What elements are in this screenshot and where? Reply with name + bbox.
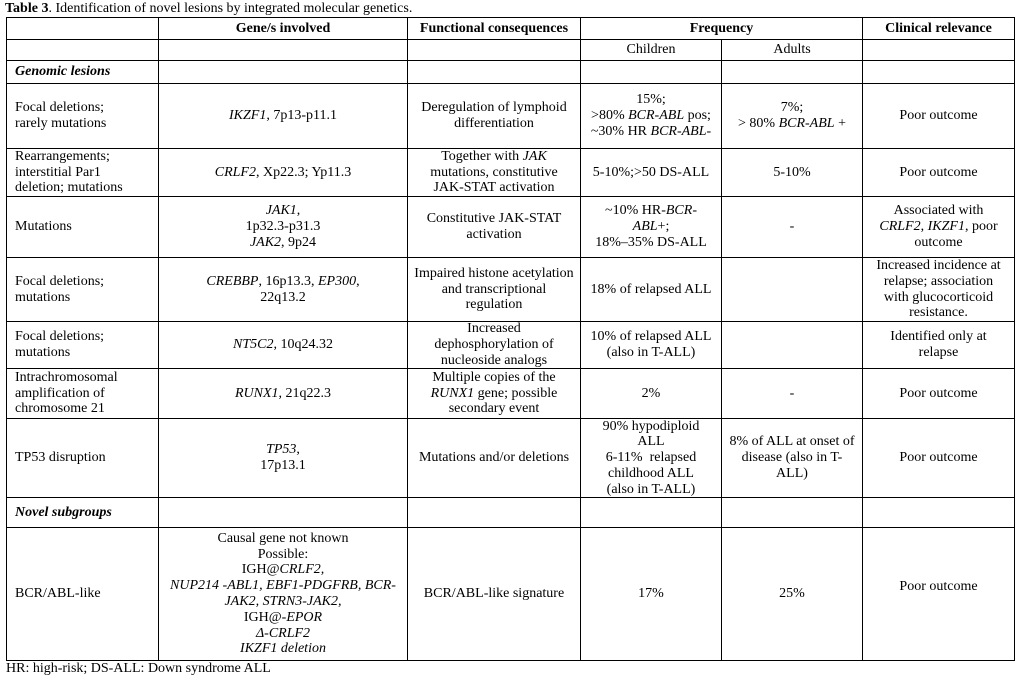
cell-line [215,165,352,181]
functional-cell [408,528,581,661]
text-segment: , [920,219,928,235]
cell-line [206,274,359,290]
text-segment: >80% [591,108,629,124]
lesion-cell [7,84,159,149]
adults-frequency-cell [722,528,863,661]
cell-line: 10% of relapsed ALL [590,329,712,345]
subheader-children-label: Children [626,42,676,58]
cell-line [591,124,711,140]
cell-line: Poor outcome [899,164,978,180]
text-segment: + [834,116,846,131]
children-frequency-cell [581,528,722,661]
cell-line [266,442,300,458]
cell-line: (also in T-ALL) [606,345,696,360]
empty-cell [581,61,722,84]
text-segment: , [296,203,301,219]
italic-text: CRLF2 [879,219,921,235]
lesion-cell [7,369,159,419]
cell-line [266,203,301,219]
cell-line [591,108,711,124]
lesion-cell [7,322,159,369]
clinical-cell [863,419,1015,498]
cell-line: Constitutive JAK-STAT [426,211,562,227]
cell-line: secondary event [448,401,540,417]
text-segment: Together with [441,148,523,164]
section-label: Novel subgroups [15,504,112,520]
header-genes-label: Gene/s involved [235,20,331,36]
header-genes [159,18,408,40]
empty-cell [408,498,581,528]
text-segment: IGH@- [243,609,287,625]
italic-text: CRLF2 [214,164,256,180]
italic-text: JAK1 [265,203,297,219]
section-cell [7,61,159,84]
cell-line: resistance. [909,305,968,321]
cell-line: Multiple copies of the [432,369,556,385]
section-label: Genomic lesions [15,64,111,80]
italic-text: EPOR [286,609,323,625]
text-segment: ~10% HR- [605,203,666,219]
cell-line: interstitial Par1 [15,164,101,180]
clinical-cell [863,258,1015,322]
text-segment: +; [657,219,670,235]
genes-cell [159,149,408,197]
subheader-adults-label: Adults [773,42,811,58]
italic-text: CRLF2, [279,562,325,578]
cell-line: 17% [638,586,664,602]
text-segment: , 9p24 [281,234,317,250]
cell-line: 6-11% relapsed [605,450,697,466]
cell-line: Poor outcome [899,385,978,401]
genes-cell [159,322,408,369]
clinical-cell [863,369,1015,419]
text-segment: IGH@ [241,562,280,578]
cell-line: Mutations and/or deletions [418,450,570,466]
cell-line [605,203,697,219]
header-frequency [581,18,863,40]
italic-text: JAK [522,148,547,164]
cell-line: JAK-STAT activation [433,180,555,196]
italic-text: RUNX1 [430,385,475,401]
italic-text: BCR-ABL [628,108,685,124]
italic-text: IKZF1 [229,108,267,124]
cell-line: mutations [15,345,71,360]
cell-line: Focal deletions; [15,329,105,345]
cell-line: Intrachromosomal [15,369,118,385]
cell-line: relapse [918,345,959,360]
cell-line: TP53 disruption [15,450,106,466]
cell-line: BCR/ABL-like signature [423,586,565,602]
text-segment: , [356,273,360,289]
cell-line: Causal gene not known [217,530,349,546]
genes-cell [159,528,408,661]
adults-frequency-cell [722,197,863,258]
genes-cell [159,369,408,419]
italic-text: Δ-CRLF2 [255,625,311,641]
cell-line [224,594,341,610]
cell-line: (also in T-ALL) [606,481,696,497]
cell-line [256,626,310,642]
italic-text: BCR- [665,203,697,219]
cell-line: mutations [15,289,71,305]
cell-line: ALL) [776,465,808,481]
cell-line: 7%; [780,100,804,116]
children-frequency-cell [581,369,722,419]
lesion-cell [7,258,159,322]
clinical-cell [863,528,1015,661]
italic-text: JAK2 [249,234,282,250]
cell-line: chromosome 21 [15,401,105,417]
cell-line: 25% [779,586,805,602]
cell-line: amplification of [15,385,105,401]
cell-line: Focal deletions; [15,100,105,116]
functional-cell [408,419,581,498]
clinical-cell [863,197,1015,258]
genes-cell [159,419,408,498]
header-clinical [863,18,1015,40]
cell-line: Rearrangements; [15,148,110,164]
italic-text: NUP214 -ABL1, EBF1-PDGFRB, BCR- [170,578,396,594]
section-cell [7,498,159,528]
cell-line [879,219,997,235]
clinical-cell [863,149,1015,197]
empty-cell [159,61,408,84]
table-footnote: HR: high-risk; DS-ALL: Down syndrome ALL [6,661,271,676]
cell-line: dephosphorylation of [434,337,554,353]
cell-line: 17p13.1 [260,458,306,473]
cell-line: 22q13.2 [260,289,306,305]
cell-line [170,578,396,594]
empty-cell [863,61,1015,84]
children-frequency-cell [581,322,722,369]
lesion-cell [7,419,159,498]
italic-text: BCR-ABL [778,116,835,131]
cell-line: differentiation [454,116,534,131]
cell-line: Poor outcome [899,579,978,595]
caption-text: . Identification of novel lesions by integrated molecular genetics. [48,1,413,16]
cell-line: mutations, constitutive [430,164,558,180]
cell-line: Focal deletions; [15,273,105,289]
adults-frequency-cell [722,419,863,498]
cell-line [633,219,670,235]
genes-cell [159,258,408,322]
text-segment: , 7p13-p11.1 [266,108,337,124]
empty-cell [863,40,1015,61]
adults-frequency-cell [722,84,863,149]
cell-line: Mutations [15,219,72,235]
cell-line [233,337,333,353]
cell-line: 90% hypodiploid [602,418,700,434]
cell-line: - [789,219,795,235]
italic-text: NT5C2 [233,337,274,353]
clinical-cell [863,84,1015,149]
cell-line: and transcriptional [441,281,547,297]
text-segment: , Xp22.3; Yp11.3 [255,164,352,180]
children-frequency-cell [581,149,722,197]
caption-label: Table 3 [5,1,49,16]
cell-line: 2% [641,385,661,401]
functional-cell [408,369,581,419]
text-segment: , poor [964,219,998,235]
text-segment: , 10q24.32 [273,337,333,353]
cell-line: childhood ALL [608,465,694,481]
italic-text: IKZF1 [927,219,965,235]
empty-cell [722,258,863,322]
italic-text: TP53 [266,442,297,458]
cell-line [738,116,846,132]
cell-line: Poor outcome [899,450,978,466]
empty-cell [722,498,863,528]
cell-line: Increased incidence at [876,257,1001,273]
cell-line [235,386,331,402]
cell-line: ALL [637,434,665,450]
adults-frequency-cell [722,369,863,419]
cell-line: 5-10% [773,164,811,180]
empty-cell [863,498,1015,528]
empty-cell [581,498,722,528]
text-segment: > 80% [738,116,779,131]
subheader-adults [722,40,863,61]
cell-line: 1p32.3-p31.3 [245,219,321,235]
children-frequency-cell [581,419,722,498]
cell-line: - [789,385,795,401]
cell-line: Increased [467,321,521,337]
cell-line: disease (also in T- [741,450,843,466]
cell-line: Associated with [893,203,984,219]
cell-line: relapse; association [883,273,994,289]
cell-line: Possible: [257,546,309,562]
italic-text: ABL [632,219,658,235]
empty-cell [722,322,863,369]
cell-line [240,641,326,657]
functional-cell [408,197,581,258]
cell-line: 5-10%;>50 DS-ALL [592,164,710,180]
empty-cell [159,40,408,61]
empty-cell [408,40,581,61]
cell-line [229,108,337,124]
cell-line: Impaired histone acetylation [414,265,574,281]
cell-line: 8% of ALL at onset of [729,434,855,450]
italic-text: JAK2, STRN3-JAK2, [224,594,342,609]
clinical-cell [863,322,1015,369]
cell-line [431,386,558,402]
cell-line [441,149,547,165]
functional-cell [408,149,581,197]
italic-text: RUNX1 [234,385,279,401]
functional-cell [408,322,581,369]
children-frequency-cell [581,84,722,149]
lesions-table [6,17,1015,661]
children-frequency-cell [581,258,722,322]
functional-cell [408,258,581,322]
genes-cell [159,84,408,149]
text-segment: , 16p13.3, [258,273,318,289]
header-functional-label: Functional consequences [419,20,569,36]
subheader-children [581,40,722,61]
empty-cell [7,40,159,61]
cell-line [242,562,325,578]
functional-cell [408,84,581,149]
text-segment: , [296,442,300,458]
lesion-cell [7,149,159,197]
italic-text: IKZF1 deletion [240,641,326,657]
cell-line [250,235,316,251]
cell-line: nucleoside analogs [440,352,548,368]
cell-line: 18% of relapsed ALL [590,281,712,297]
table-caption [5,1,412,17]
lesion-cell [7,528,159,661]
header-clinical-label: Clinical relevance [885,20,992,36]
italic-text: CREBBP [206,273,259,289]
cell-line: Poor outcome [899,108,978,124]
cell-line: 18%–35% DS-ALL [595,234,707,250]
cell-line: with glucocorticoid [883,289,994,305]
empty-cell [159,498,408,528]
cell-line: deletion; mutations [15,180,123,196]
text-segment: pos; [684,108,711,124]
cell-line: regulation [465,297,523,313]
lesion-cell [7,197,159,258]
empty-cell [408,61,581,84]
cell-line: Identified only at [890,329,987,345]
adults-frequency-cell [722,149,863,197]
text-segment: ~30% HR [590,123,651,139]
text-segment: , 21q22.3 [278,385,332,401]
italic-text: BCR-ABL- [650,123,712,139]
cell-line [244,610,322,626]
text-segment: gene; possible [474,385,558,401]
genes-cell [159,197,408,258]
header-frequency-label: Frequency [689,20,754,36]
header-functional [408,18,581,40]
cell-line: 15%; [636,92,666,108]
cell-line: rarely mutations [15,116,107,131]
cell-line: activation [466,227,522,242]
empty-cell [722,61,863,84]
header-cell-empty [7,18,159,40]
cell-line: BCR/ABL-like [15,586,101,602]
cell-line: outcome [914,234,963,250]
cell-line: Deregulation of lymphoid [421,100,567,116]
children-frequency-cell [581,197,722,258]
italic-text: EP300 [318,273,357,289]
